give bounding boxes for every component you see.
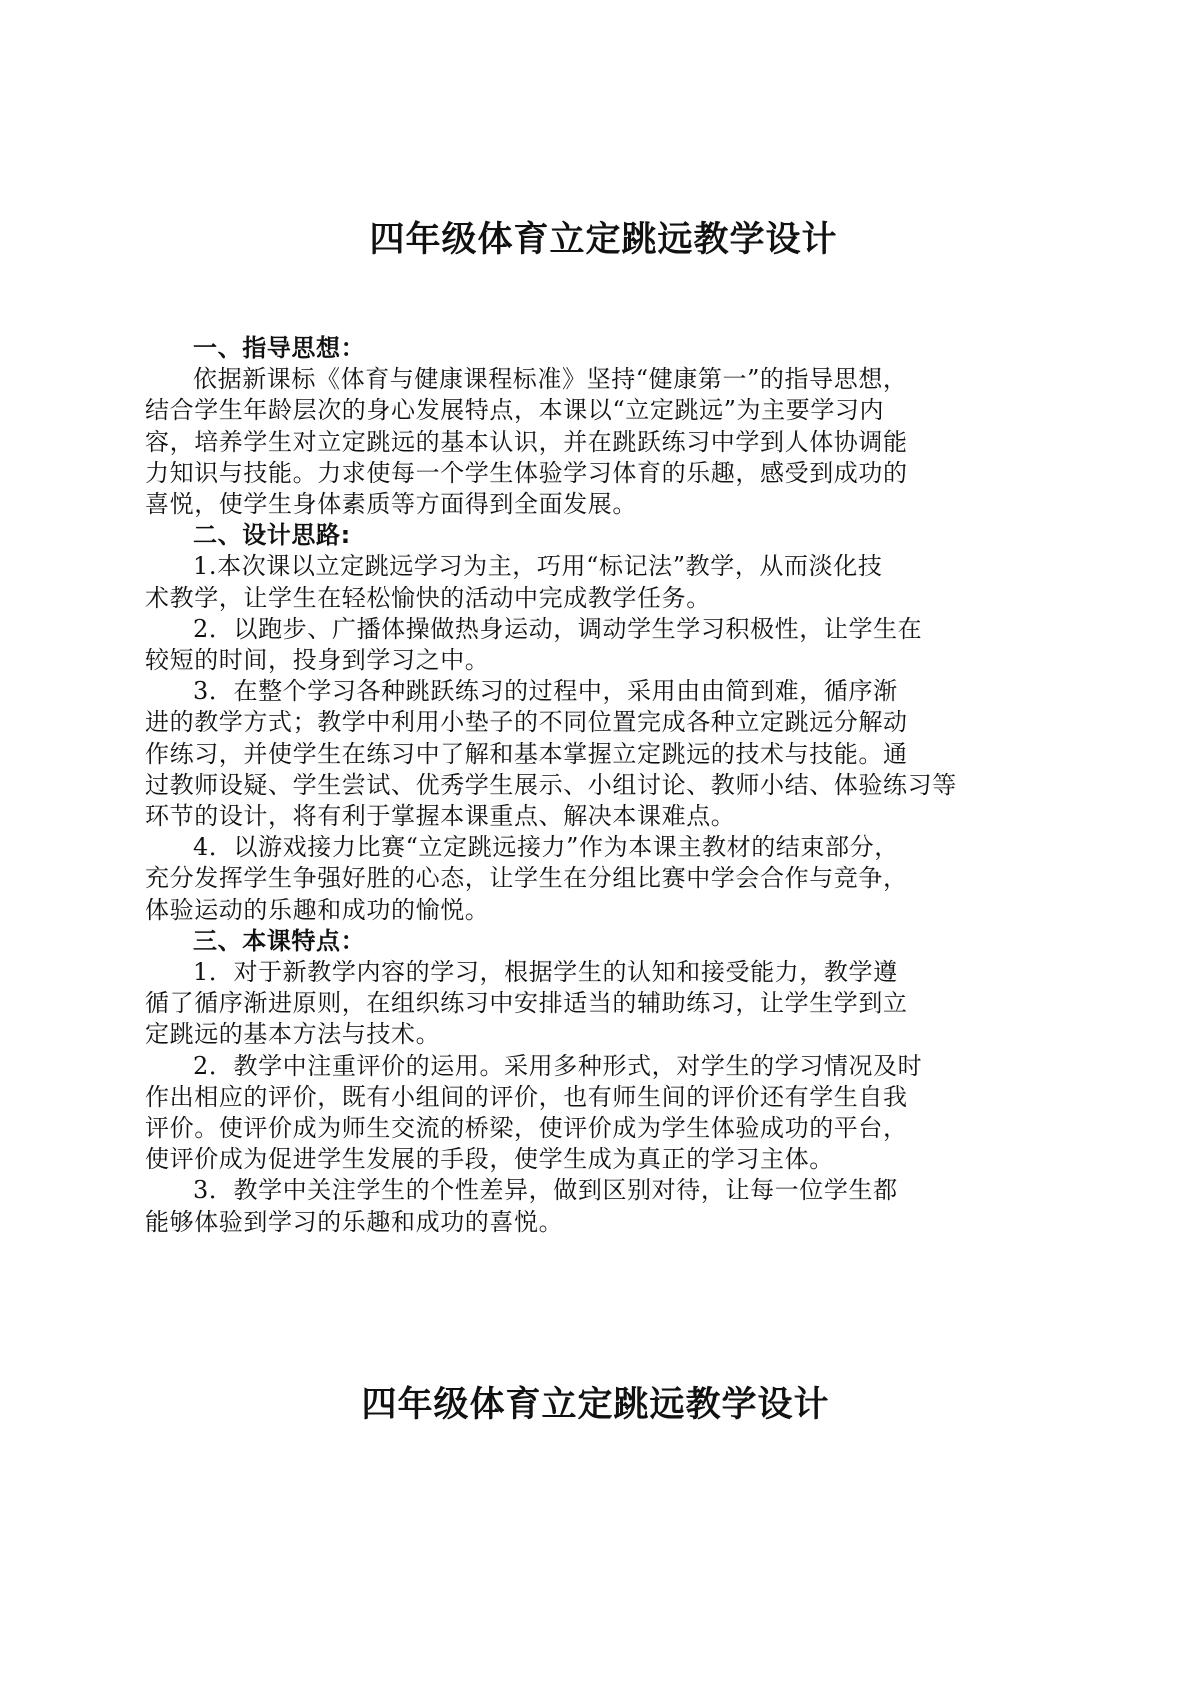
paragraph-line: 充分发挥学生争强好胜的心态，让学生在分组比赛中学会合作与竞争， bbox=[145, 864, 908, 893]
paragraph-line: 结合学生年龄层次的身心发展特点，本课以“立定跳远”为主要学习内 bbox=[145, 396, 885, 425]
section-heading: 三、本课特点： bbox=[193, 926, 366, 955]
paragraph-line: 较短的时间，投身到学习之中。 bbox=[145, 646, 490, 675]
paragraph-line: 喜悦，使学生身体素质等方面得到全面发展。 bbox=[145, 490, 637, 519]
paragraph-line: 使评价成为促进学生发展的手段，使学生成为真正的学习主体。 bbox=[145, 1145, 834, 1174]
paragraph-line: 1.本次课以立定跳远学习为主，巧用“标记法”教学，从而淡化技 bbox=[193, 552, 883, 581]
paragraph-line: 定跳远的基本方法与技术。 bbox=[145, 1020, 441, 1049]
paragraph bbox=[145, 1175, 1045, 1237]
paragraph bbox=[145, 832, 1045, 926]
document-title: 四年级体育立定跳远教学设计 bbox=[369, 220, 838, 260]
paragraph-line: 1．对于新教学内容的学习，根据学生的认知和接受能力，教学遵 bbox=[193, 958, 898, 987]
paragraph-line: 依据新课标《体育与健康课程标准》坚持“健康第一”的指导思想， bbox=[193, 365, 908, 394]
paragraph-line: 进的教学方式；教学中利用小垫子的不同位置完成各种立定跳远分解动 bbox=[145, 708, 908, 737]
paragraph bbox=[145, 364, 1045, 520]
paragraph-line: 3．在整个学习各种跳跃练习的过程中，采用由由简到难，循序渐 bbox=[193, 677, 898, 706]
paragraph-line: 循了循序渐进原则，在组织练习中安排适当的辅助练习，让学生学到立 bbox=[145, 989, 908, 1018]
paragraph bbox=[145, 676, 1045, 832]
paragraph-line: 体验运动的乐趣和成功的愉悦。 bbox=[145, 895, 490, 924]
section-heading: 二、设计思路: bbox=[193, 521, 351, 550]
document-title-repeat: 四年级体育立定跳远教学设计 bbox=[361, 1385, 830, 1425]
paragraph bbox=[145, 614, 1045, 676]
paragraph bbox=[145, 551, 1045, 613]
paragraph-line: 能够体验到学习的乐趣和成功的喜悦。 bbox=[145, 1207, 564, 1236]
paragraph-line: 2．以跑步、广播体操做热身运动，调动学生学习积极性，让学生在 bbox=[193, 614, 923, 643]
paragraph-line: 4．以游戏接力比赛“立定跳远接力”作为本课主教材的结束部分， bbox=[193, 833, 899, 862]
paragraph-line: 术教学，让学生在轻松愉快的活动中完成教学任务。 bbox=[145, 583, 711, 612]
paragraph-line: 2．教学中注重评价的运用。采用多种形式，对学生的学习情况及时 bbox=[193, 1051, 923, 1080]
paragraph-line: 3．教学中关注学生的个性差异，做到区别对待，让每一位学生都 bbox=[193, 1176, 898, 1205]
paragraph-line: 容，培养学生对立定跳远的基本认识，并在跳跃练习中学到人体协调能 bbox=[145, 427, 908, 456]
section-heading: 一、指导思想： bbox=[193, 334, 366, 362]
paragraph-line: 过教师设疑、学生尝试、优秀学生展示、小组讨论、教师小结、体验练习等 bbox=[145, 770, 957, 799]
paragraph bbox=[145, 1051, 1045, 1176]
document-body bbox=[145, 333, 1045, 1238]
paragraph-line: 环节的设计，将有利于掌握本课重点、解决本课难点。 bbox=[145, 802, 736, 831]
paragraph-line: 力知识与技能。力求使每一个学生体验学习体育的乐趣，感受到成功的 bbox=[145, 458, 908, 487]
paragraph bbox=[145, 957, 1045, 1051]
paragraph-line: 评价。使评价成为师生交流的桥梁，使评价成为学生体验成功的平台， bbox=[145, 1114, 908, 1143]
paragraph-line: 作出相应的评价，既有小组间的评价，也有师生间的评价还有学生自我 bbox=[145, 1082, 908, 1111]
paragraph-line: 作练习，并使学生在练习中了解和基本掌握立定跳远的技术与技能。通 bbox=[145, 739, 908, 768]
